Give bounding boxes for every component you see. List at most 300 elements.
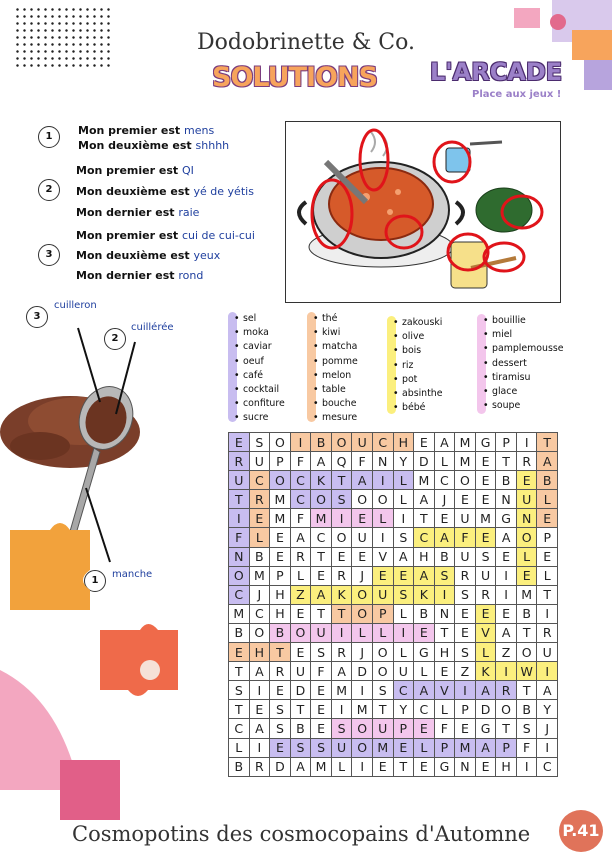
grid-cell: U [455,509,476,528]
grid-cell: O [270,471,291,490]
grid-cell: L [537,490,558,509]
grid-cell: S [290,738,311,757]
grid-cell: E [516,566,537,585]
grid-cell: C [537,757,558,776]
word-list-yellow [392,316,443,415]
grid-cell: R [270,662,291,681]
word-item: • melon [312,369,358,383]
riddle-line: Mon dernier est rond [76,269,204,282]
grid-cell: C [372,433,393,452]
grid-cell: A [331,662,352,681]
grid-cell: J [352,643,373,662]
grid-cell: E [270,528,291,547]
grid-cell: S [372,681,393,700]
grid-cell: I [229,509,250,528]
grid-cell: A [414,566,435,585]
grid-row [229,643,558,662]
word-item: • pamplemousse [482,342,564,356]
grid-cell: I [290,433,311,452]
grid-cell: L [516,547,537,566]
grid-cell: B [311,433,332,452]
grid-cell: P [496,433,517,452]
grid-cell: P [393,719,414,738]
grid-cell: S [455,585,476,604]
grid-cell: A [414,490,435,509]
grid-cell: L [393,471,414,490]
grid-cell: I [496,662,517,681]
word-list-orange [312,312,358,426]
riddle-line: Mon deuxième est yeux [76,249,221,262]
arcade-subtitle: Place aux jeux ! [472,89,562,100]
grid-cell: S [393,528,414,547]
grid-cell: U [516,490,537,509]
grid-cell: S [311,738,332,757]
grid-cell: S [311,643,332,662]
grid-cell: T [496,719,517,738]
grid-cell: B [229,623,250,642]
grid-row [229,719,558,738]
word-item: • glace [482,385,564,399]
page-title: SOLUTIONS [212,62,378,93]
grid-cell: L [475,643,496,662]
grid-cell: H [270,604,291,623]
grid-row [229,700,558,719]
grid-cell: K [475,662,496,681]
grid-cell: A [434,528,455,547]
grid-cell: S [249,433,270,452]
grid-cell: I [393,509,414,528]
grid-cell: A [311,585,332,604]
grid-cell: M [372,738,393,757]
grid-cell: E [311,719,332,738]
grid-cell: K [331,585,352,604]
grid-cell: U [311,623,332,642]
grid-cell: I [331,509,352,528]
grid-cell: S [331,490,352,509]
grid-cell: I [331,623,352,642]
word-item: • riz [392,359,443,373]
grid-cell: D [352,662,373,681]
footer-title: Cosmopotins des cosmocopains d'Automne [72,822,531,846]
grid-cell: F [290,452,311,471]
grid-cell: A [537,681,558,700]
grid-cell: E [290,643,311,662]
word-item: • bouche [312,397,358,411]
riddle-line: Mon premier est mens [78,124,215,137]
grid-cell: A [311,452,332,471]
grid-cell: O [331,433,352,452]
grid-cell: G [414,643,435,662]
grid-cell: T [393,757,414,776]
word-item: • oeuf [233,355,285,369]
grid-cell: A [249,662,270,681]
grid-cell: R [537,623,558,642]
word-item: • zakouski [392,316,443,330]
grid-cell: R [475,585,496,604]
grid-cell: U [372,585,393,604]
grid-cell: C [414,528,435,547]
word-item: • mesure [312,411,358,425]
grid-row [229,623,558,642]
grid-cell: T [372,700,393,719]
grid-cell: V [475,623,496,642]
grid-cell: P [496,738,517,757]
grid-cell: F [311,662,332,681]
grid-cell: E [455,623,476,642]
grid-cell: C [290,471,311,490]
grid-cell: C [414,700,435,719]
grid-cell: E [475,604,496,623]
grid-cell: E [475,452,496,471]
grid-cell: T [516,623,537,642]
grid-cell: M [455,433,476,452]
grid-cell: I [516,433,537,452]
grid-cell: H [434,643,455,662]
grid-cell: I [249,738,270,757]
grid-cell: E [455,490,476,509]
grid-cell: O [352,585,373,604]
grid-cell: J [537,719,558,738]
grid-cell: T [229,490,250,509]
grid-cell: B [249,547,270,566]
grid-row [229,528,558,547]
grid-cell: Y [393,700,414,719]
word-item: • bouillie [482,314,564,328]
grid-cell: I [516,757,537,776]
grid-cell: F [434,719,455,738]
grid-cell: C [434,471,455,490]
grid-cell: U [249,452,270,471]
word-item: • kiwi [312,326,358,340]
grid-cell: H [249,643,270,662]
grid-cell: E [475,471,496,490]
grid-cell: O [352,604,373,623]
grid-cell: S [475,547,496,566]
grid-cell: O [290,623,311,642]
grid-cell: E [496,547,517,566]
grid-cell: I [372,528,393,547]
grid-cell: I [496,566,517,585]
grid-cell: V [434,681,455,700]
grid-cell: M [331,681,352,700]
grid-cell: B [537,471,558,490]
grid-cell: D [290,681,311,700]
grid-cell: L [372,623,393,642]
word-item: • soupe [482,399,564,413]
grid-row [229,471,558,490]
grid-cell: O [331,528,352,547]
grid-cell: E [537,509,558,528]
grid-cell: F [352,452,373,471]
grid-cell: R [229,452,250,471]
grid-row [229,757,558,776]
grid-cell: E [414,719,435,738]
riddle-number: 2 [38,179,60,201]
grid-cell: T [331,471,352,490]
grid-cell: S [434,566,455,585]
grid-row [229,433,558,452]
grid-cell: I [331,700,352,719]
spoon-label: cuilleron [54,300,97,311]
grid-cell: I [537,738,558,757]
grid-row [229,509,558,528]
grid-cell: U [537,643,558,662]
grid-cell: E [290,604,311,623]
grid-cell: M [229,604,250,623]
word-item: • matcha [312,340,358,354]
grid-cell: E [496,604,517,623]
riddle-line: Mon deuxième est shhhh [78,139,230,152]
grid-cell: I [537,604,558,623]
grid-cell: I [352,757,373,776]
grid-cell: E [352,509,373,528]
grid-cell: R [455,566,476,585]
grid-cell: U [393,662,414,681]
pot-drawing-icon [286,122,560,302]
grid-cell: T [434,623,455,642]
word-item: • thé [312,312,358,326]
word-list-purple [233,312,285,426]
riddle-line: Mon premier est cui de cui-cui [76,229,255,242]
grid-cell: M [475,509,496,528]
grid-cell: E [372,566,393,585]
grid-cell: L [290,566,311,585]
grid-row [229,490,558,509]
word-item: • sucre [233,411,285,425]
grid-cell: E [475,757,496,776]
grid-cell: K [414,585,435,604]
grid-cell: T [290,700,311,719]
grid-row [229,452,558,471]
grid-cell: L [434,452,455,471]
grid-cell: A [537,452,558,471]
grid-cell: S [455,643,476,662]
grid-cell: E [311,681,332,700]
riddle-number: 1 [38,126,60,148]
pot-illustration [285,121,561,303]
riddle-line: Mon dernier est raie [76,206,200,219]
grid-cell: H [496,757,517,776]
grid-row [229,547,558,566]
grid-cell: L [229,738,250,757]
grid-cell: E [352,547,373,566]
grid-cell: C [229,585,250,604]
grid-cell: I [496,585,517,604]
grid-cell: H [393,433,414,452]
grid-cell: O [311,490,332,509]
grid-cell: N [455,757,476,776]
grid-cell: E [414,757,435,776]
grid-cell: G [475,433,496,452]
grid-cell: I [393,623,414,642]
grid-cell: O [229,566,250,585]
grid-cell: S [393,585,414,604]
grid-cell: O [496,700,517,719]
grid-cell: H [270,585,291,604]
grid-cell: M [414,471,435,490]
grid-cell: O [352,719,373,738]
grid-cell: L [414,662,435,681]
grid-cell: P [270,566,291,585]
word-item: • cocktail [233,383,285,397]
spoon-label: cuillérée [131,322,174,333]
grid-cell: O [352,490,373,509]
grid-cell: U [352,433,373,452]
brand-title: Dodobrinette & Co. [197,30,415,55]
grid-cell: C [249,604,270,623]
grid-cell: L [393,643,414,662]
grid-cell: A [290,528,311,547]
grid-cell: C [290,490,311,509]
word-item: • café [233,369,285,383]
grid-cell: N [229,547,250,566]
grid-cell: M [311,509,332,528]
grid-cell: R [496,681,517,700]
word-list-pink [482,314,564,413]
spoon-number: 1 [84,570,106,592]
grid-cell: G [496,509,517,528]
grid-cell: M [455,452,476,471]
grid-cell: G [434,757,455,776]
grid-cell: M [270,509,291,528]
grid-cell: E [229,643,250,662]
grid-cell: N [434,604,455,623]
spoon-number: 2 [104,328,126,350]
grid-cell: E [414,433,435,452]
grid-cell: U [290,662,311,681]
grid-cell: Z [455,662,476,681]
grid-cell: R [249,757,270,776]
grid-cell: P [372,604,393,623]
grid-cell: J [434,490,455,509]
grid-cell: Z [496,643,517,662]
grid-cell: F [455,528,476,547]
grid-cell: B [414,604,435,623]
grid-cell: F [516,738,537,757]
grid-cell: Q [331,452,352,471]
grid-cell: O [455,471,476,490]
grid-row [229,681,558,700]
grid-cell: V [372,547,393,566]
grid-cell: E [372,757,393,776]
grid-cell: L [537,566,558,585]
grid-cell: A [290,757,311,776]
grid-cell: S [229,681,250,700]
grid-cell: G [475,719,496,738]
grid-cell: E [455,604,476,623]
grid-row [229,604,558,623]
grid-cell: L [434,700,455,719]
riddle-number: 3 [38,244,60,266]
grid-cell: A [496,623,517,642]
word-item: • miel [482,328,564,342]
grid-cell: A [496,528,517,547]
grid-cell: I [249,681,270,700]
grid-cell: B [516,604,537,623]
grid-cell: S [331,719,352,738]
grid-cell: A [414,681,435,700]
word-item: • olive [392,330,443,344]
grid-cell: A [249,719,270,738]
grid-cell: P [537,528,558,547]
grid-cell: U [352,528,373,547]
word-item: • dessert [482,357,564,371]
grid-cell: D [270,757,291,776]
grid-cell: A [352,471,373,490]
grid-cell: O [372,643,393,662]
grid-cell: E [475,490,496,509]
grid-cell: W [516,662,537,681]
grid-row [229,738,558,757]
grid-cell: S [516,719,537,738]
grid-cell: M [249,566,270,585]
grid-cell: T [311,604,332,623]
grid-cell: F [290,509,311,528]
word-item: • pomme [312,355,358,369]
word-item: • moka [233,326,285,340]
word-search-grid [228,432,558,777]
grid-cell: M [352,700,373,719]
grid-cell: T [229,662,250,681]
grid-cell: L [352,623,373,642]
grid-cell: E [270,681,291,700]
grid-cell: E [414,623,435,642]
grid-cell: B [516,700,537,719]
grid-cell: T [229,700,250,719]
grid-cell: A [475,738,496,757]
grid-cell: I [352,681,373,700]
grid-cell: L [414,738,435,757]
page-number: P.41 [559,810,603,852]
grid-cell: T [496,452,517,471]
grid-cell: M [455,738,476,757]
grid-cell: O [249,623,270,642]
grid-cell: E [249,700,270,719]
grid-cell: B [496,471,517,490]
grid-cell: E [270,547,291,566]
grid-cell: E [475,528,496,547]
grid-cell: T [311,547,332,566]
grid-cell: E [270,738,291,757]
grid-cell: R [516,452,537,471]
grid-cell: A [434,433,455,452]
grid-cell: R [249,490,270,509]
grid-cell: A [475,681,496,700]
grid-cell: N [496,490,517,509]
grid-cell: E [249,509,270,528]
word-item: • confiture [233,397,285,411]
grid-cell: M [516,585,537,604]
word-item: • pot [392,373,443,387]
grid-row [229,585,558,604]
grid-cell: M [311,757,332,776]
grid-cell: P [270,452,291,471]
grid-cell: B [290,719,311,738]
grid-cell: B [229,757,250,776]
grid-cell: L [393,490,414,509]
grid-cell: T [414,509,435,528]
grid-cell: Z [290,585,311,604]
grid-cell: O [352,738,373,757]
grid-cell: O [372,662,393,681]
grid-cell: E [331,547,352,566]
grid-cell: M [270,490,291,509]
grid-cell: T [516,681,537,700]
grid-cell: L [393,604,414,623]
arcade-logo: L'ARCADE [430,58,563,86]
grid-cell: K [311,471,332,490]
grid-cell: N [516,509,537,528]
